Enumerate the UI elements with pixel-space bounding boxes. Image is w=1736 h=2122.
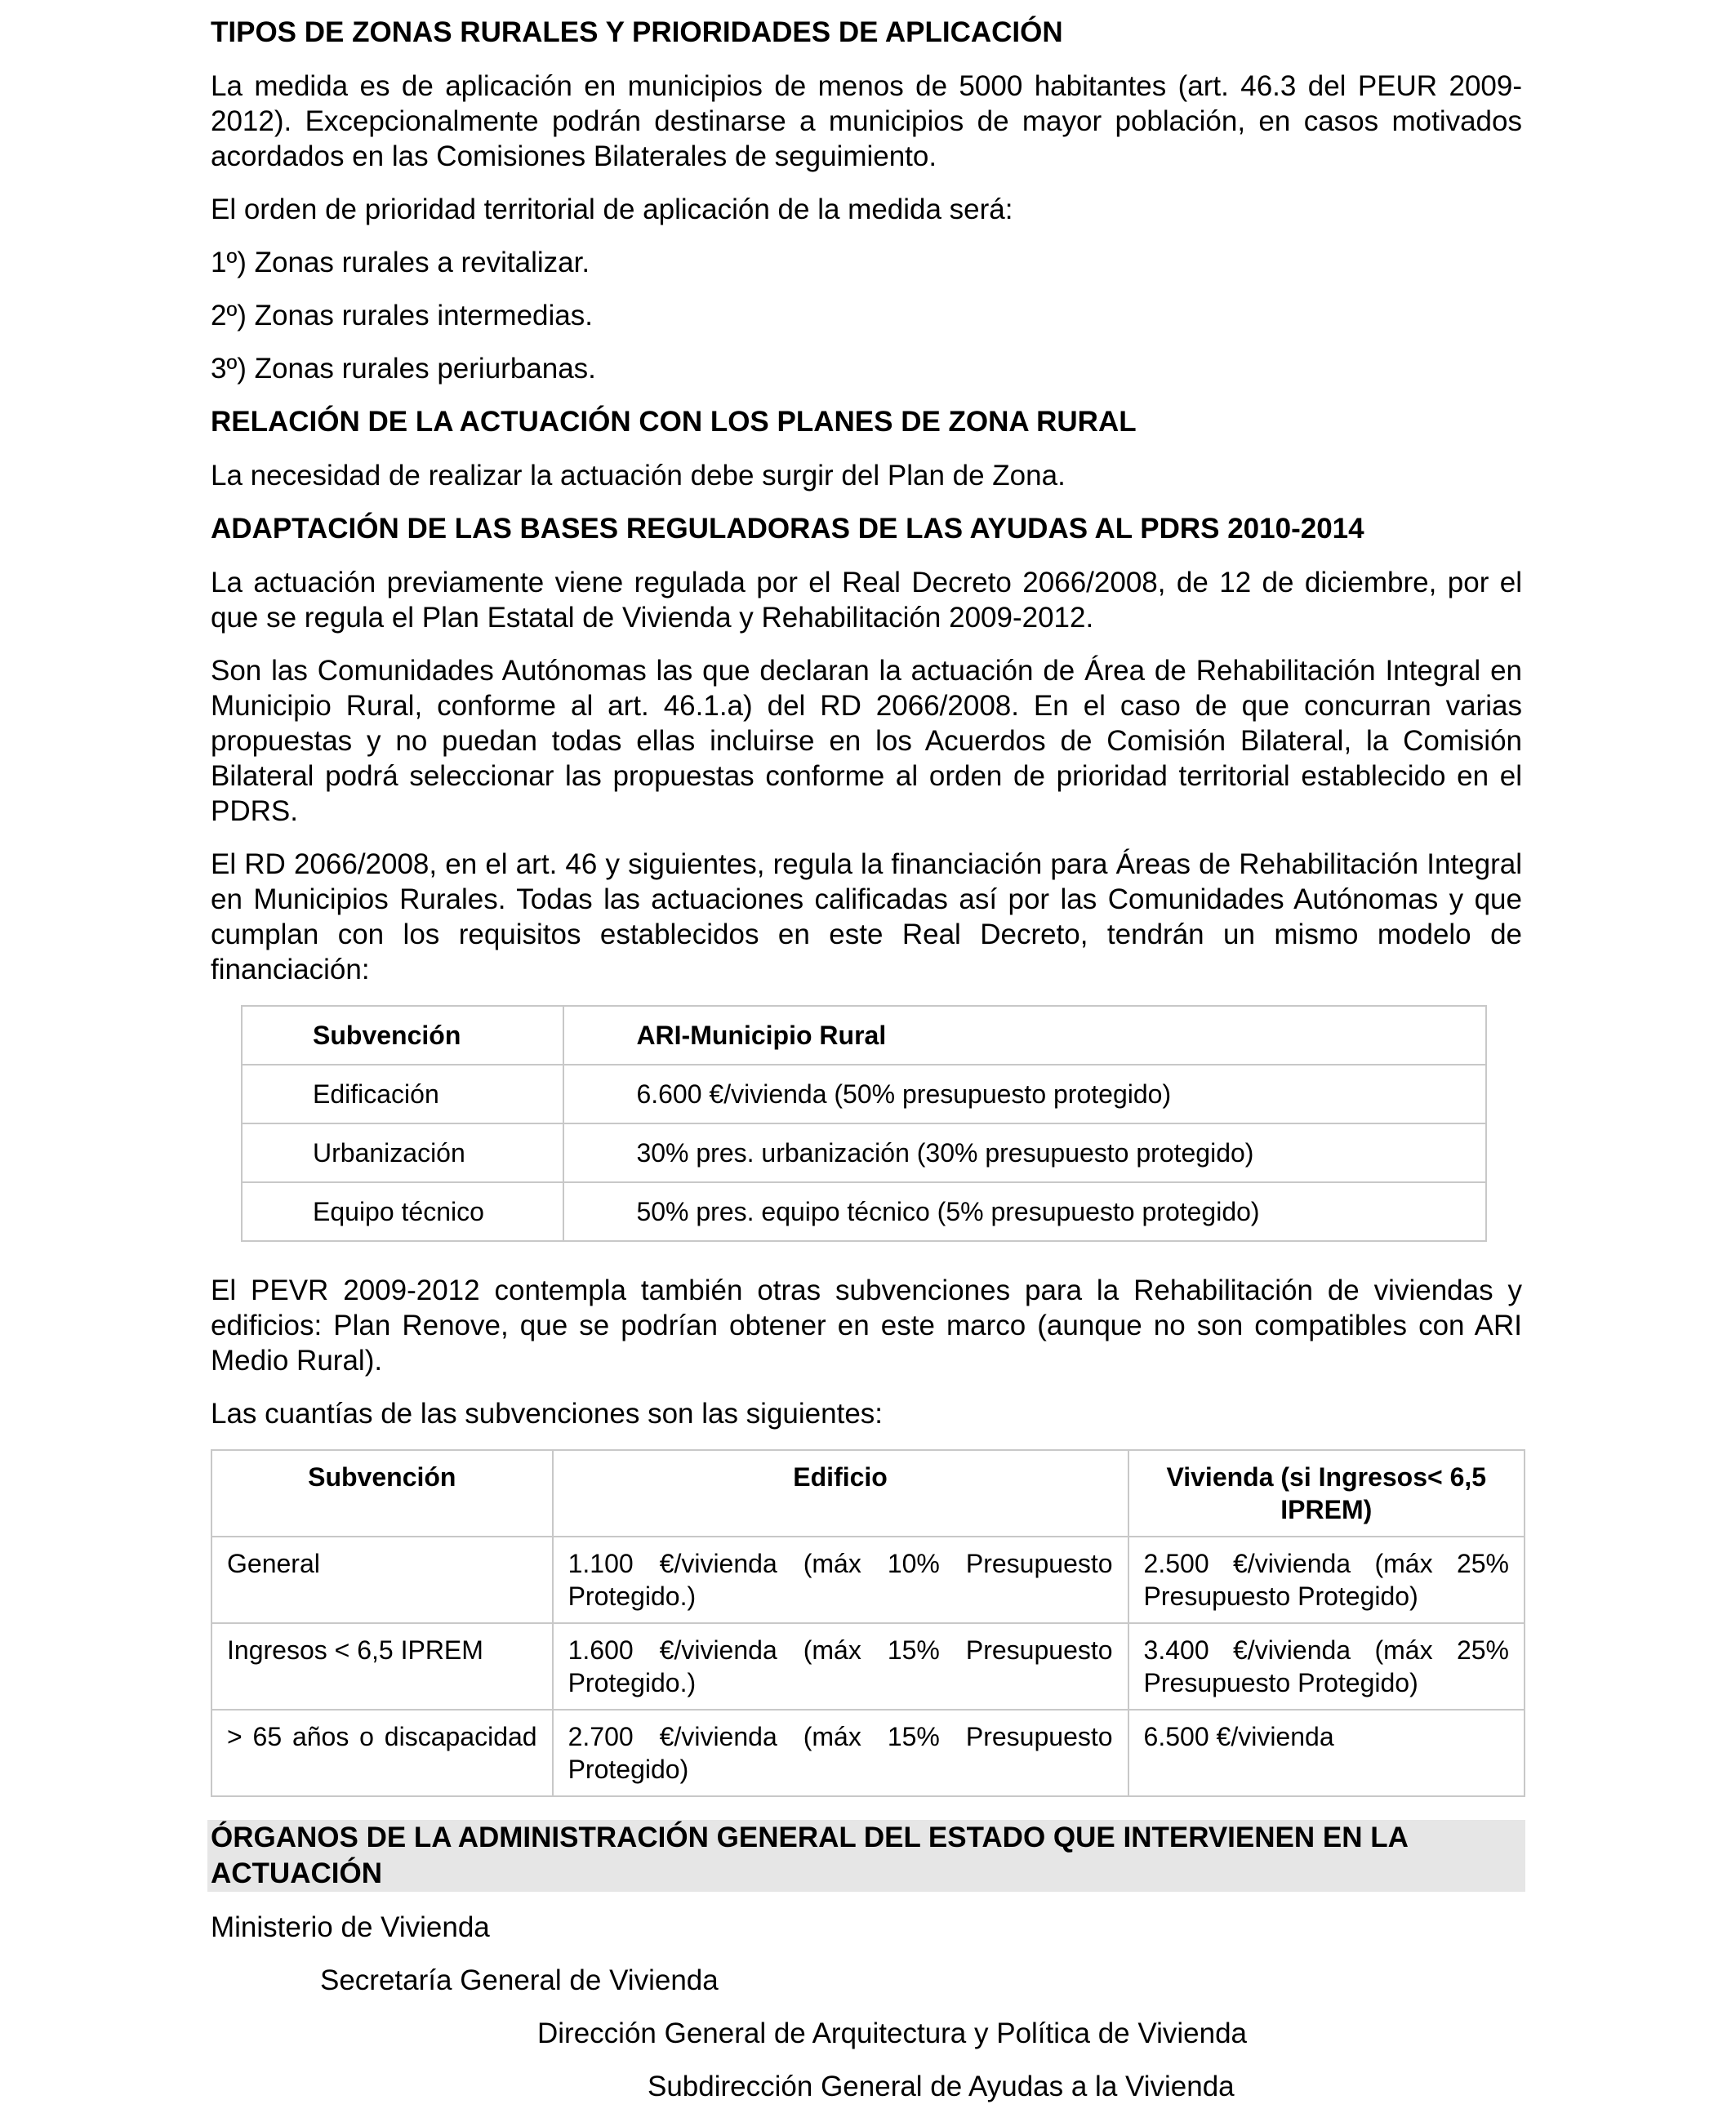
table-cell: General: [211, 1537, 553, 1623]
document-page: [211, 15, 1522, 2122]
table-cell: 3.400 €/vivienda (máx 25% Presupuesto Protegido): [1128, 1623, 1525, 1710]
table-cell: > 65 años o discapacidad: [211, 1710, 553, 1796]
table-header-cell: Vivienda (si Ingresos< 6,5 IPREM): [1128, 1450, 1525, 1537]
table-header-cell: Subvención: [211, 1450, 553, 1537]
table-header-cell: Edificio: [553, 1450, 1128, 1537]
table-row: [211, 1537, 1525, 1623]
table-row: [242, 1182, 1486, 1241]
paragraph: El RD 2066/2008, en el art. 46 y siguientes, regula la financiación para Áreas de Rehabilitación Integral en Municipios Rurales. Todas las actuaciones calificadas así por las Comunidades Autónomas y que cumplan con los requisitos establecidos en este Real Decreto, tendrán un mismo modelo de financiación:: [211, 848, 1522, 985]
table-row: [211, 1710, 1525, 1796]
table-row: [242, 1123, 1486, 1182]
list-item: 3º) Zonas rurales periurbanas.: [211, 353, 596, 385]
organ-level-2: Secretaría General de Vivienda: [320, 1964, 719, 1996]
ari-table: [241, 1005, 1487, 1242]
table-cell: 1.600 €/vivienda (máx 15% Presupuesto Protegido.): [553, 1623, 1128, 1710]
heading-organos: ÓRGANOS DE LA ADMINISTRACIÓN GENERAL DEL ESTADO QUE INTERVIENEN EN LA ACTUACIÓN: [207, 1820, 1525, 1892]
table-cell: 6.600 €/vivienda (50% presupuesto protegido): [563, 1065, 1486, 1123]
paragraph: El PEVR 2009-2012 contempla también otras subvenciones para la Rehabilitación de viviendas y edificios: Plan Renove, que se podrían obtener en este marco (aunque no son compatibles con ARI Medio Rural).: [211, 1275, 1522, 1377]
organ-level-1: Ministerio de Vivienda: [211, 1911, 490, 1943]
organ-level-4: Subdirección General de Ayudas a la Vivienda: [648, 2071, 1235, 2102]
organ-level-3: Dirección General de Arquitectura y Política de Vivienda: [537, 2017, 1248, 2049]
table-cell: 2.700 €/vivienda (máx 15% Presupuesto Protegido): [553, 1710, 1128, 1796]
table-row: [242, 1065, 1486, 1123]
heading-adaptacion: ADAPTACIÓN DE LAS BASES REGULADORAS DE LAS AYUDAS AL PDRS 2010-2014: [211, 513, 1364, 545]
table-cell: Ingresos < 6,5 IPREM: [211, 1623, 553, 1710]
paragraph: Las cuantías de las subvenciones son las siguientes:: [211, 1398, 884, 1430]
table-cell: Equipo técnico: [242, 1182, 563, 1241]
heading-relacion: RELACIÓN DE LA ACTUACIÓN CON LOS PLANES DE ZONA RURAL: [211, 406, 1137, 438]
subvenciones-table: [211, 1449, 1525, 1797]
paragraph: La necesidad de realizar la actuación debe surgir del Plan de Zona.: [211, 460, 1066, 492]
table-row: [211, 1623, 1525, 1710]
list-item: 2º) Zonas rurales intermedias.: [211, 300, 593, 331]
list-item: 1º) Zonas rurales a revitalizar.: [211, 247, 590, 278]
paragraph: El orden de prioridad territorial de aplicación de la medida será:: [211, 194, 1013, 225]
table-cell: 50% pres. equipo técnico (5% presupuesto protegido): [563, 1182, 1486, 1241]
paragraph: La actuación previamente viene regulada por el Real Decreto 2066/2008, de 12 de diciembre, por el que se regula el Plan Estatal de Vivienda y Rehabilitación 2009-2012.: [211, 567, 1522, 634]
paragraph: La medida es de aplicación en municipios de menos de 5000 habitantes (art. 46.3 del PEUR 2009-2012). Excepcionalmente podrán destinarse a municipios de mayor población, en casos motivados acordados en las Comisiones Bilaterales de seguimiento.: [211, 70, 1522, 172]
table-header-cell: Subvención: [242, 1006, 563, 1065]
table-cell: 6.500 €/vivienda: [1128, 1710, 1525, 1796]
table-cell: Edificación: [242, 1065, 563, 1123]
table-row: [211, 1450, 1525, 1537]
table-cell: 1.100 €/vivienda (máx 10% Presupuesto Protegido.): [553, 1537, 1128, 1623]
paragraph: Son las Comunidades Autónomas las que declaran la actuación de Área de Rehabilitación Integral en Municipio Rural, conforme al art. 46.1.a) del RD 2066/2008. En el caso de que concurran varias propuestas y no puedan todas ellas incluirse en los Acuerdos de Comisión Bilateral, la Comisión Bilateral podrá seleccionar las propuestas conforme al orden de prioridad territorial establecido en el PDRS.: [211, 655, 1522, 827]
table-cell: Urbanización: [242, 1123, 563, 1182]
heading-tipos-zonas: TIPOS DE ZONAS RURALES Y PRIORIDADES DE APLICACIÓN: [211, 16, 1063, 48]
table-cell: 2.500 €/vivienda (máx 25% Presupuesto Protegido): [1128, 1537, 1525, 1623]
table-cell: 30% pres. urbanización (30% presupuesto protegido): [563, 1123, 1486, 1182]
table-row: [242, 1006, 1486, 1065]
table-header-cell: ARI-Municipio Rural: [563, 1006, 1486, 1065]
